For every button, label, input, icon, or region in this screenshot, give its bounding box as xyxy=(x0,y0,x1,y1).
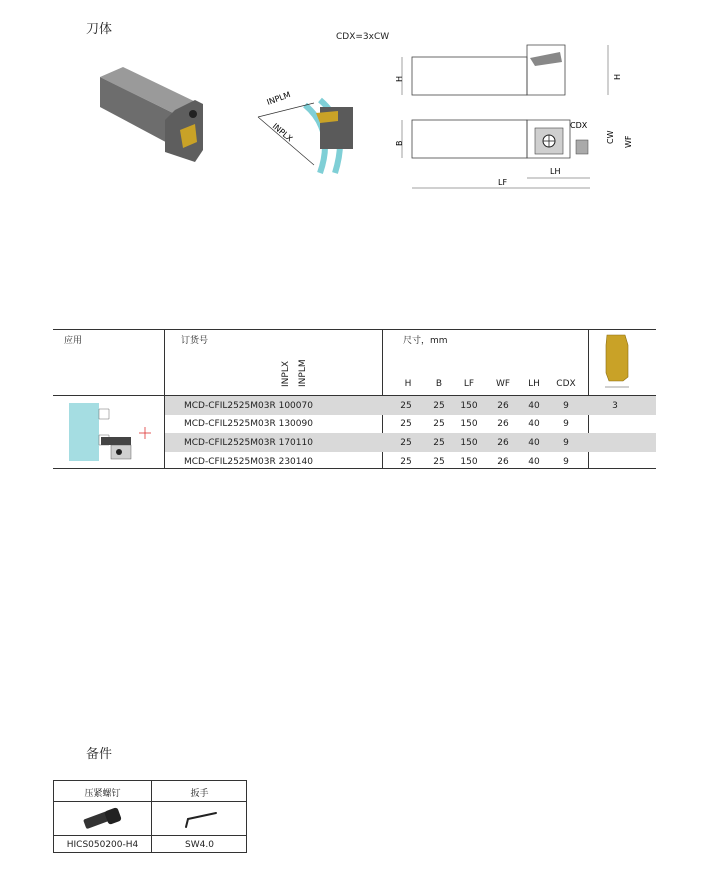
application-image xyxy=(67,401,163,463)
dim-cw: CW xyxy=(606,130,615,144)
spare-parts-table xyxy=(53,780,247,853)
cell-r2-h: 25 xyxy=(400,419,412,429)
cell-r4-wf: 26 xyxy=(497,457,509,467)
header-application: 应用 xyxy=(64,336,83,346)
cell-r3-lf: 150 xyxy=(460,438,478,448)
formula-cdx: CDX=3xCW xyxy=(336,32,390,42)
insert-icon xyxy=(603,333,633,391)
tool-table xyxy=(53,329,656,469)
tool-body-3d-image xyxy=(95,62,215,172)
cell-r2-lf: 150 xyxy=(460,419,478,429)
cell-r4-h: 25 xyxy=(400,457,412,467)
col-lf: LF xyxy=(463,379,475,389)
cell-r4-b: 25 xyxy=(433,457,445,467)
col-b: B xyxy=(435,379,443,389)
cell-r2-wf: 26 xyxy=(497,419,509,429)
cell-r4-lf: 150 xyxy=(460,457,478,467)
cell-r4-lh: 40 xyxy=(528,457,540,467)
cell-r3-h: 25 xyxy=(400,438,412,448)
parts-code-wrench: SW4.0 xyxy=(185,840,214,850)
order-row-1: MCD-CFIL2525M03R 100070 xyxy=(184,401,313,411)
label-inplx: INPLX xyxy=(270,121,295,144)
dim-b: B xyxy=(395,140,404,146)
cell-r1-lh: 40 xyxy=(528,401,540,411)
dim-lf: LF xyxy=(498,178,508,187)
dim-cdx: CDX xyxy=(570,121,588,130)
cell-r1-h: 25 xyxy=(400,401,412,411)
dim-wf: WF xyxy=(624,135,633,148)
screw-icon xyxy=(82,807,126,831)
cell-r3-cdx: 9 xyxy=(563,438,569,448)
wrench-icon xyxy=(182,807,222,831)
cell-r3-lh: 40 xyxy=(528,438,540,448)
dim-h-right: H xyxy=(613,73,622,80)
dim-h-left: H xyxy=(395,75,404,82)
label-inplm: INPLM xyxy=(265,90,292,107)
cell-r3-b: 25 xyxy=(433,438,445,448)
cell-r2-cdx: 9 xyxy=(563,419,569,429)
cell-r4-cdx: 9 xyxy=(563,457,569,467)
order-row-3: MCD-CFIL2525M03R 170110 xyxy=(184,438,313,448)
cell-r2-lh: 40 xyxy=(528,419,540,429)
header-dimensions: 尺寸，mm xyxy=(403,336,448,346)
cell-r3-wf: 26 xyxy=(497,438,509,448)
header-order-no: 订货号 xyxy=(181,336,209,346)
cell-r2-b: 25 xyxy=(433,419,445,429)
technical-drawing xyxy=(390,40,640,200)
parts-header-screw: 压紧螺钉 xyxy=(84,789,121,799)
col-wf: WF xyxy=(495,379,511,389)
col-h: H xyxy=(404,379,412,389)
cell-r1-insert: 3 xyxy=(612,401,618,411)
header-inplm: INPLM xyxy=(298,359,308,387)
cell-r1-lf: 150 xyxy=(460,401,478,411)
cell-r1-wf: 26 xyxy=(497,401,509,411)
col-lh: LH xyxy=(528,379,540,389)
parts-header-wrench: 扳手 xyxy=(190,789,209,799)
dim-lh: LH xyxy=(550,167,561,176)
order-row-2: MCD-CFIL2525M03R 130090 xyxy=(184,419,313,429)
order-row-4: MCD-CFIL2525M03R 230140 xyxy=(184,457,313,467)
grooving-angle-diagram xyxy=(250,85,360,175)
col-cdx: CDX xyxy=(556,379,576,389)
cell-r1-cdx: 9 xyxy=(563,401,569,411)
cell-r1-b: 25 xyxy=(433,401,445,411)
parts-code-screw: HICS050200-H4 xyxy=(66,840,139,850)
section-title-tool-body: 刀体 xyxy=(86,22,113,37)
header-inplx: INPLX xyxy=(281,361,291,387)
section-title-spare-parts: 备件 xyxy=(86,747,113,762)
